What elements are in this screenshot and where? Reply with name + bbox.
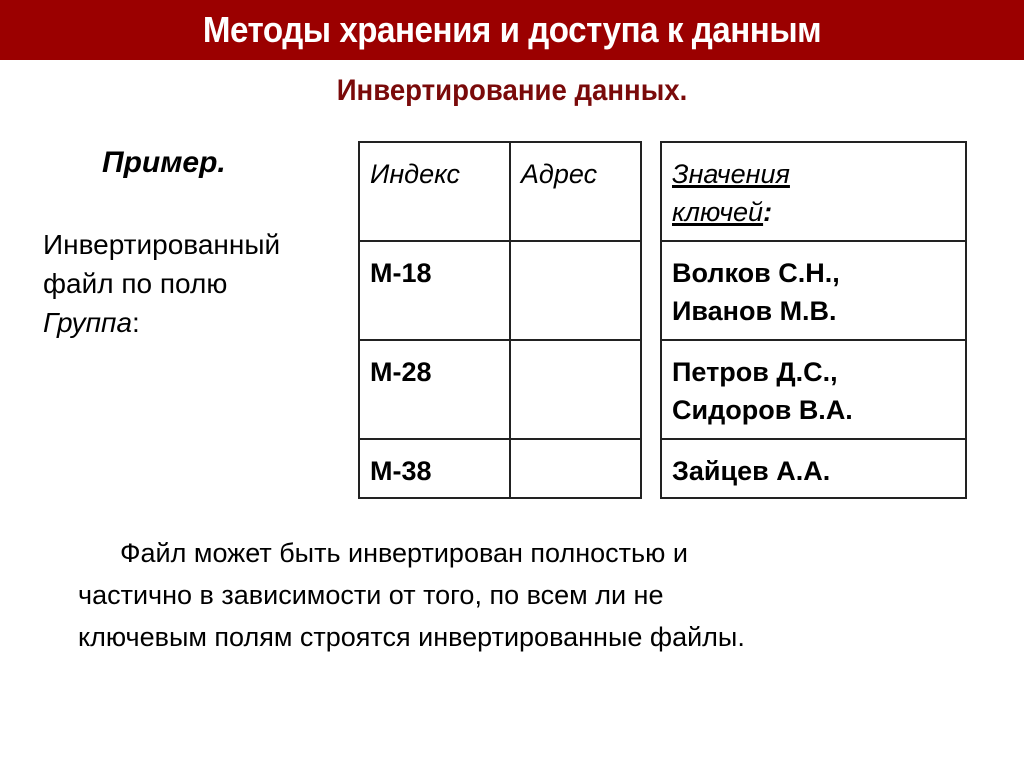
cell-index: М-28 <box>359 340 510 439</box>
table-header-row <box>359 142 641 241</box>
slide-subtitle: Инвертирование данных. <box>336 74 688 107</box>
cell-key-values <box>661 241 966 340</box>
footer-line-3: ключевым полям строятся инвертированные файлы. <box>78 622 745 652</box>
example-description <box>43 225 280 342</box>
cell-index: М-18 <box>359 241 510 340</box>
footer-line-1: Файл может быть инвертирован полностью и <box>120 538 688 568</box>
table-row <box>359 439 641 498</box>
table-row <box>661 340 966 439</box>
key-line: Сидоров В.А. <box>672 395 853 425</box>
key-line: Волков С.Н., <box>672 258 840 288</box>
desc-line-3 <box>43 303 280 342</box>
desc-field-name: Группа <box>43 307 133 338</box>
slide-title: Методы хранения и доступа к данным <box>202 9 822 50</box>
key-line: Иванов М.В. <box>672 296 837 326</box>
desc-colon: : <box>132 307 140 338</box>
cell-address <box>510 439 641 498</box>
example-label: Пример. <box>102 146 226 179</box>
table-row <box>661 439 966 498</box>
cell-address <box>510 340 641 439</box>
table-header-row <box>661 142 966 241</box>
header-colon: : <box>763 197 773 227</box>
desc-line-1: Инвертированный <box>43 229 281 260</box>
cell-key-values <box>661 439 966 498</box>
header-key-values <box>661 142 966 241</box>
header-line-2: ключей <box>672 197 764 227</box>
key-values-table <box>660 141 967 499</box>
footer-line-2: частично в зависимости от того, по всем ли не <box>78 580 664 610</box>
key-line: Петров Д.С., <box>672 357 838 387</box>
table-row <box>661 241 966 340</box>
title-bar <box>0 0 1024 60</box>
header-line-1: Значения <box>672 159 790 189</box>
cell-key-values <box>661 340 966 439</box>
header-address: Адрес <box>510 142 641 241</box>
desc-line-2: файл по полю <box>43 268 228 299</box>
header-index: Индекс <box>359 142 510 241</box>
cell-index: М-38 <box>359 439 510 498</box>
table-row <box>359 340 641 439</box>
footer-paragraph <box>78 532 958 658</box>
index-table <box>358 141 642 499</box>
table-row <box>359 241 641 340</box>
cell-address <box>510 241 641 340</box>
key-line: Зайцев А.А. <box>672 456 831 486</box>
